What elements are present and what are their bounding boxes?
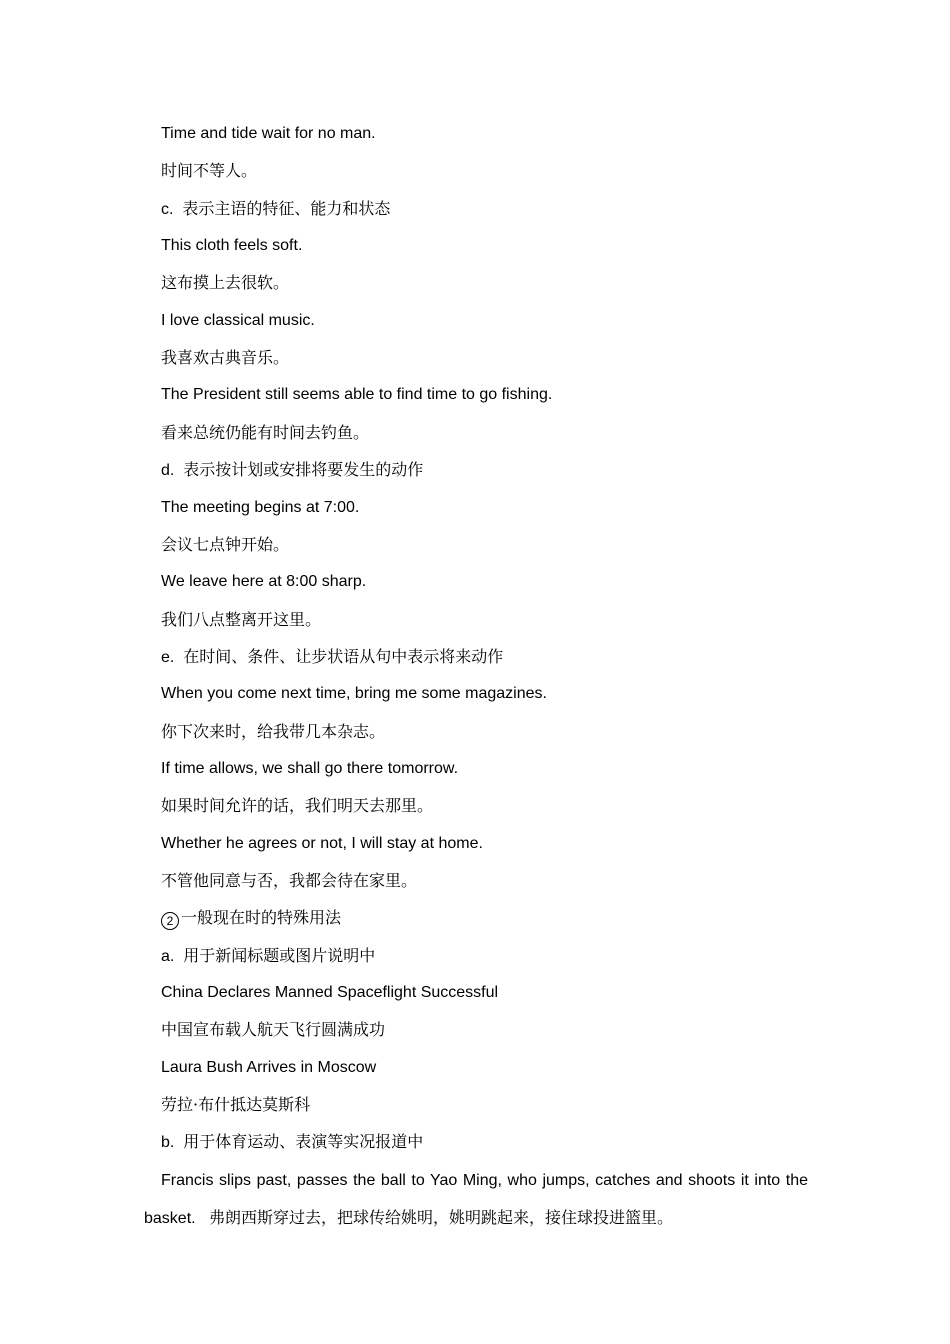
chinese-translation: 时间不等人。 [161, 161, 258, 180]
circled-number: 2 [161, 912, 179, 930]
chinese-translation: 会议七点钟开始。 [161, 535, 290, 554]
example-paragraph [144, 1162, 808, 1237]
chinese-translation: 看来总统仍能有时间去钓鱼。 [161, 423, 370, 442]
chinese-translation: 如果时间允许的话，我们明天去那里。 [161, 796, 434, 815]
usage-heading-label: b. [161, 1134, 175, 1151]
english-example: If time allows, we shall go there tomorrow. [161, 760, 459, 777]
chinese-translation: 我们八点整离开这里。 [161, 610, 322, 629]
chinese-translation: 你下次来时，给我带几本杂志。 [161, 722, 386, 741]
chinese-translation: 我喜欢古典音乐。 [161, 348, 290, 367]
english-example: When you come next time, bring me some magazines. [161, 685, 547, 702]
english-example: Laura Bush Arrives in Moscow [161, 1059, 377, 1076]
english-example: The President still seems able to find time to go fishing. [161, 386, 553, 403]
english-example: The meeting begins at 7:00. [161, 499, 360, 516]
paragraph-english: Francis slips past, passes the ball to Yao Ming, who jumps, catches and shoots it into the basket. [144, 1172, 808, 1227]
usage-heading-label: c. [161, 201, 174, 218]
usage-heading [161, 199, 390, 220]
paragraph-chinese: 弗朗西斯穿过去，把球传给姚明，姚明跳起来，接住球投进篮里。 [208, 1208, 673, 1227]
usage-heading [161, 460, 423, 481]
usage-heading-text: 表示按计划或安排将要发生的动作 [183, 460, 424, 479]
usage-heading [161, 946, 375, 967]
english-example: China Declares Manned Spaceflight Successful [161, 984, 499, 1001]
usage-heading-label: d. [161, 462, 175, 479]
english-example: Time and tide wait for no man. [161, 125, 376, 142]
chinese-translation: 不管他同意与否，我都会待在家里。 [161, 871, 418, 890]
english-example: Whether he agrees or not, I will stay at home. [161, 835, 483, 852]
usage-heading-label: e. [161, 649, 175, 666]
usage-heading-label: a. [161, 948, 175, 965]
usage-heading [161, 647, 503, 668]
english-example: This cloth feels soft. [161, 237, 303, 254]
usage-heading-text: 在时间、条件、让步状语从句中表示将来动作 [183, 647, 504, 666]
usage-heading-text: 用于新闻标题或图片说明中 [183, 946, 376, 965]
english-example: I love classical music. [161, 312, 315, 329]
section-heading-text: 一般现在时的特殊用法 [181, 908, 342, 927]
english-example: We leave here at 8:00 sharp. [161, 573, 367, 590]
section-heading [161, 908, 341, 930]
usage-heading-text: 表示主语的特征、能力和状态 [182, 199, 391, 218]
chinese-translation: 中国宣布载人航天飞行圆满成功 [161, 1020, 386, 1039]
usage-heading [161, 1132, 423, 1153]
chinese-translation: 劳拉·布什抵达莫斯科 [161, 1095, 311, 1114]
chinese-translation: 这布摸上去很软。 [161, 273, 290, 292]
usage-heading-text: 用于体育运动、表演等实况报道中 [183, 1132, 424, 1151]
